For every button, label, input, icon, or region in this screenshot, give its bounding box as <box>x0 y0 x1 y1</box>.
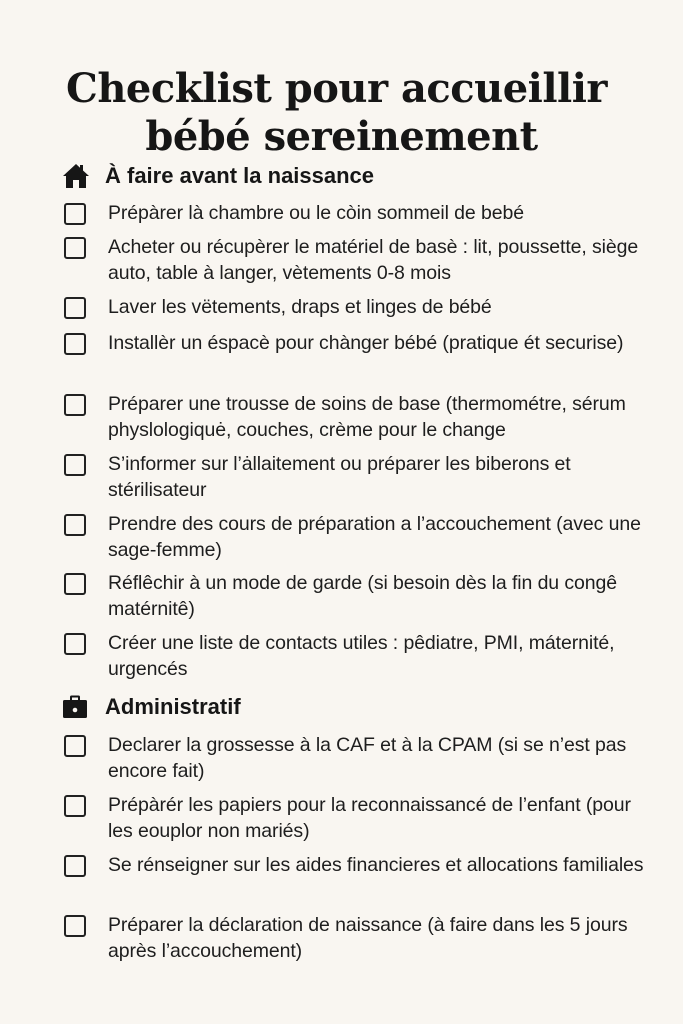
checkbox[interactable] <box>64 633 86 655</box>
list-item <box>64 200 654 226</box>
list-item <box>64 391 654 443</box>
item-text: Préparer la déclaration de naissance (à faire dans les 5 jours après l’accouchement) <box>108 914 628 962</box>
list-item <box>64 852 654 878</box>
list-item <box>64 630 654 682</box>
list-item <box>64 912 654 964</box>
briefcase-icon <box>62 694 92 720</box>
checkbox[interactable] <box>64 735 86 757</box>
checkbox[interactable] <box>64 454 86 476</box>
checkbox[interactable] <box>64 203 86 225</box>
item-text: Prendre des cours de préparation a l’accouchement (avec une sage-femme) <box>108 513 641 561</box>
list-item <box>64 511 654 563</box>
list-item <box>64 732 654 784</box>
item-text: Prépàrér les papiers pour la reconnaissancé de l’enfant (pour les eouplor non mariés) <box>108 794 631 842</box>
checkbox[interactable] <box>64 573 86 595</box>
checkbox[interactable] <box>64 333 86 355</box>
section-header-administrative <box>62 692 241 722</box>
checkbox[interactable] <box>64 855 86 877</box>
list-item <box>64 330 654 356</box>
list-item <box>64 451 654 503</box>
item-text: S’informer sur l’ȧllaitement ou préparer les biberons et stérilisateur <box>108 453 571 501</box>
checkbox[interactable] <box>64 795 86 817</box>
title-line-2: bébé sereinement <box>145 112 538 160</box>
house-icon <box>62 163 92 189</box>
checkbox[interactable] <box>64 394 86 416</box>
item-text: Laver les vëtements, draps et linges de bébé <box>108 296 492 318</box>
item-text: Declarer la grossesse à la CAF et à la CPAM (si se n’est pas encore fait) <box>108 734 627 782</box>
list-item <box>64 792 654 844</box>
list-item <box>64 294 654 320</box>
page-title <box>0 65 683 161</box>
checkbox[interactable] <box>64 237 86 259</box>
item-text: Créer une liste de contacts utiles : pêdiatre, PMI, máternité, urgencés <box>108 632 615 680</box>
item-text: Installèr un éspacè pour chànger bébé (pratique ét securise) <box>108 332 624 354</box>
checkbox[interactable] <box>64 297 86 319</box>
list-item <box>64 570 654 622</box>
checkbox[interactable] <box>64 915 86 937</box>
section-header-before-birth <box>62 161 374 191</box>
item-text: Se rénseigner sur les aides financieres et allocations familiales <box>108 854 644 876</box>
item-text: Prépàrer là chambre ou le còin sommeil de bebé <box>108 202 524 224</box>
item-text: Acheter ou récupèrer le matériel de basè : lit, poussette, siège auto, table à langer, vètements 0-8 mois <box>108 236 639 284</box>
list-item <box>64 234 654 286</box>
item-text: Préparer une trousse de soins de base (thermométre, sérum physlologiquė, couches, crème pour le change <box>108 393 626 441</box>
checkbox[interactable] <box>64 514 86 536</box>
title-line-1: Checklist pour accueillir <box>66 64 607 112</box>
section-title: À faire avant la naissance <box>105 163 375 188</box>
section-title: Administratif <box>105 694 241 719</box>
item-text: Réflêchir à un mode de garde (si besoin dès la fin du congê matérnitê) <box>108 572 618 620</box>
